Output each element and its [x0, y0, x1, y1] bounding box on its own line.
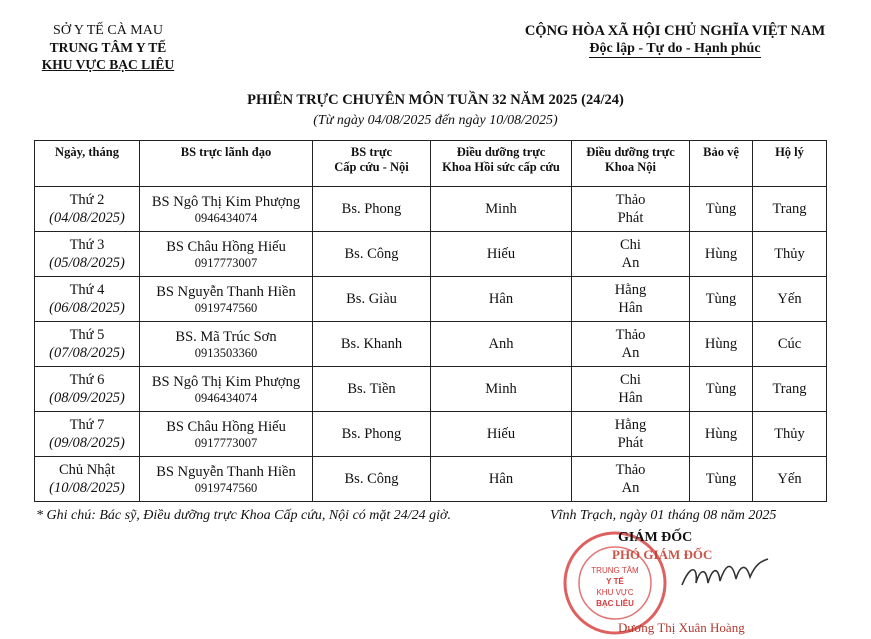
day-date: (09/08/2025): [49, 435, 125, 451]
cell-leader: [140, 367, 313, 412]
cell-internal-nurse: [572, 232, 690, 277]
internal-nurse-1: Thảo: [615, 327, 646, 343]
internal-nurse-1: Chi: [620, 372, 641, 388]
cell-internal-nurse: [572, 412, 690, 457]
cell-leader: [140, 412, 313, 457]
leader-name: BS Ngô Thị Kim Phượng: [151, 193, 301, 210]
org-line-3: KHU VỰC BẠC LIÊU: [41, 57, 175, 72]
stamp-text-2: Y TẾ: [606, 577, 624, 586]
sign-place-date: Vĩnh Trạch, ngày 01 tháng 08 năm 2025: [550, 508, 777, 523]
cell-guard: Tùng: [690, 277, 753, 322]
national-heading: [500, 22, 850, 58]
col-header-icu-nurse: [431, 141, 572, 187]
cell-date: [35, 232, 140, 277]
cell-guard: Tùng: [690, 367, 753, 412]
cell-leader: [140, 457, 313, 502]
day-name: Thứ 3: [69, 237, 105, 253]
org-line-1: SỞ Y TẾ CÀ MAU: [53, 23, 163, 38]
leader-name: BS Châu Hồng Hiếu: [166, 418, 286, 435]
leader-name: BS Nguyễn Thanh Hiền: [156, 463, 296, 480]
internal-nurse-2: Phát: [617, 435, 644, 451]
cell-date: [35, 457, 140, 502]
stamp-text-3: KHU VỰC: [596, 588, 634, 597]
document-title: PHIÊN TRỰC CHUYÊN MÔN TUẦN 32 NĂM 2025 (24/24): [247, 92, 624, 108]
leader-name: BS Châu Hồng Hiếu: [166, 238, 286, 255]
cell-internal-nurse: [572, 277, 690, 322]
footnote: * Ghi chú: Bác sỹ, Điều dưỡng trực Khoa Cấp cứu, Nội có mặt 24/24 giờ.: [36, 508, 452, 523]
cell-leader: [140, 277, 313, 322]
day-date: (07/08/2025): [49, 345, 125, 361]
leader-name: BS Ngô Thị Kim Phượng: [151, 373, 301, 390]
cell-orderly: Yến: [753, 277, 827, 322]
cell-er-doctor: Bs. Khanh: [313, 322, 431, 367]
motto: Độc lập - Tự do - Hạnh phúc: [589, 41, 761, 56]
signer-title-director: GIÁM ĐỐC: [618, 530, 693, 545]
col-header-date: Ngày, tháng: [35, 141, 140, 187]
roster-body: [35, 187, 827, 502]
cell-icu-nurse: Minh: [431, 187, 572, 232]
leader-phone: 0917773007: [194, 255, 258, 270]
cell-icu-nurse: Anh: [431, 322, 572, 367]
cell-internal-nurse: [572, 457, 690, 502]
col-header-icu-nurse-l2: Khoa Hồi sức cấp cứu: [442, 160, 560, 174]
cell-guard: Tùng: [690, 187, 753, 232]
day-date: (08/09/2025): [49, 390, 125, 406]
internal-nurse-2: Hân: [618, 300, 643, 316]
table-row: [35, 187, 827, 232]
cell-guard: Tùng: [690, 457, 753, 502]
day-name: Thứ 7: [69, 417, 105, 433]
col-header-er-doctor-l1: BS trực: [350, 145, 393, 159]
nation-name: CỘNG HÒA XÃ HỘI CHỦ NGHĨA VIỆT NAM: [524, 23, 826, 39]
table-header-row: [35, 141, 827, 187]
leader-phone: 0946434074: [194, 210, 258, 225]
cell-orderly: Thủy: [753, 232, 827, 277]
day-date: (06/08/2025): [49, 300, 125, 316]
internal-nurse-1: Hằng: [614, 417, 647, 433]
table-row: [35, 457, 827, 502]
cell-leader: [140, 187, 313, 232]
internal-nurse-2: An: [621, 345, 640, 361]
cell-leader: [140, 232, 313, 277]
signer-title-deputy: PHÓ GIÁM ĐỐC: [612, 547, 713, 562]
day-name: Thứ 2: [69, 192, 105, 208]
internal-nurse-1: Hằng: [614, 282, 647, 298]
internal-nurse-2: Hân: [618, 390, 643, 406]
col-header-internal-nurse: [572, 141, 690, 187]
col-header-icu-nurse-l1: Điều dưỡng trực: [456, 145, 546, 159]
table-row: [35, 412, 827, 457]
org-line-2: TRUNG TÂM Y TẾ: [49, 40, 167, 55]
cell-date: [35, 367, 140, 412]
cell-orderly: Trang: [753, 367, 827, 412]
leader-phone: 0919747560: [194, 480, 258, 495]
leader-phone: 0913503360: [194, 345, 258, 360]
leader-phone: 0919747560: [194, 300, 258, 315]
cell-icu-nurse: Hiếu: [431, 232, 572, 277]
cell-guard: Hùng: [690, 412, 753, 457]
cell-internal-nurse: [572, 367, 690, 412]
internal-nurse-2: An: [621, 480, 640, 496]
cell-er-doctor: Bs. Phong: [313, 187, 431, 232]
cell-er-doctor: Bs. Công: [313, 457, 431, 502]
table-row: [35, 367, 827, 412]
cell-orderly: Yến: [753, 457, 827, 502]
cell-orderly: Cúc: [753, 322, 827, 367]
day-name: Thứ 6: [69, 372, 105, 388]
col-header-internal-nurse-l2: Khoa Nội: [604, 160, 657, 174]
col-header-er-doctor-l2: Cấp cứu - Nội: [334, 160, 409, 174]
cell-icu-nurse: Hiếu: [431, 412, 572, 457]
leader-name: BS. Mã Trúc Sơn: [175, 328, 277, 345]
cell-orderly: Trang: [753, 187, 827, 232]
cell-date: [35, 322, 140, 367]
day-date: (04/08/2025): [49, 210, 125, 226]
internal-nurse-1: Thảo: [615, 462, 646, 478]
leader-phone: 0946434074: [194, 390, 258, 405]
table-row: [35, 277, 827, 322]
handwritten-signature: [680, 555, 770, 595]
cell-icu-nurse: Minh: [431, 367, 572, 412]
cell-date: [35, 277, 140, 322]
motto-line: [500, 40, 850, 58]
col-header-er-doctor: [313, 141, 431, 187]
document-subtitle: (Từ ngày 04/08/2025 đến ngày 10/08/2025): [313, 113, 558, 128]
leader-name: BS Nguyễn Thanh Hiền: [156, 283, 296, 300]
cell-er-doctor: Bs. Tiền: [313, 367, 431, 412]
signer-name: Dương Thị Xuân Hoàng: [618, 620, 745, 635]
cell-guard: Hùng: [690, 322, 753, 367]
cell-er-doctor: Bs. Công: [313, 232, 431, 277]
col-header-orderly: Hộ lý: [753, 141, 827, 187]
cell-internal-nurse: [572, 322, 690, 367]
col-header-leader: BS trực lãnh đạo: [140, 141, 313, 187]
cell-icu-nurse: Hân: [431, 457, 572, 502]
day-date: (10/08/2025): [49, 480, 125, 496]
stamp-text-4: BẠC LIÊU: [596, 599, 634, 608]
issuer-block: [18, 22, 198, 73]
day-date: (05/08/2025): [49, 255, 125, 271]
cell-leader: [140, 322, 313, 367]
col-header-guard: Bảo vệ: [690, 141, 753, 187]
duty-roster-table: [34, 140, 827, 502]
table-row: [35, 232, 827, 277]
day-name: Chủ Nhật: [59, 462, 115, 478]
cell-date: [35, 187, 140, 232]
day-name: Thứ 4: [69, 282, 105, 298]
cell-er-doctor: Bs. Phong: [313, 412, 431, 457]
day-name: Thứ 5: [69, 327, 105, 343]
leader-phone: 0917773007: [194, 435, 258, 450]
cell-icu-nurse: Hân: [431, 277, 572, 322]
internal-nurse-2: Phát: [617, 210, 644, 226]
internal-nurse-2: An: [621, 255, 640, 271]
cell-er-doctor: Bs. Giàu: [313, 277, 431, 322]
internal-nurse-1: Chi: [620, 237, 641, 253]
stamp-text-1: TRUNG TÂM: [591, 566, 639, 575]
cell-orderly: Thủy: [753, 412, 827, 457]
col-header-internal-nurse-l1: Điều dưỡng trực: [586, 145, 675, 159]
table-row: [35, 322, 827, 367]
cell-guard: Hùng: [690, 232, 753, 277]
internal-nurse-1: Thảo: [615, 192, 646, 208]
cell-internal-nurse: [572, 187, 690, 232]
cell-date: [35, 412, 140, 457]
